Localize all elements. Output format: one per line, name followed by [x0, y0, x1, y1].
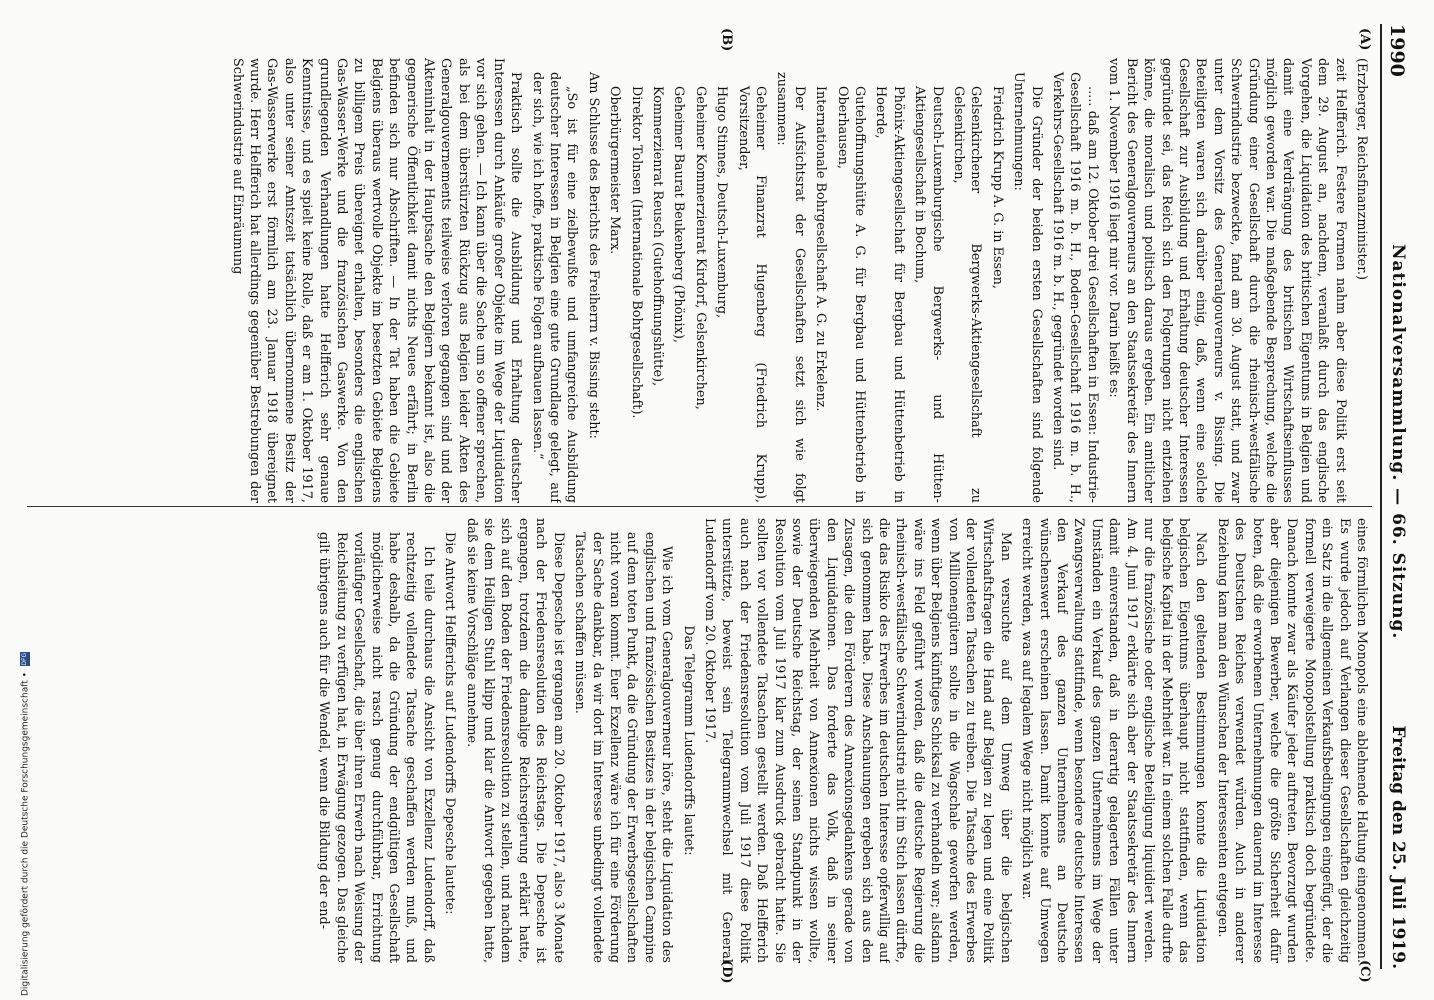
session-date: Freitag den 25. Juli 1919. [1388, 725, 1408, 969]
list-item: Geheimer Finanzrat Hugenberg (Friedrich Krupp), Vorsitzender, [735, 86, 768, 503]
list-item: Geheimer Baurat Beukenberg (Phönix), [671, 86, 687, 343]
paragraph: Diese Depesche ist ergangen am 20. Oktober 1917, also 3 Monate nach der Friedensresolution des Reichstags. Die Depesche ist ergangen, trotzdem die damalige Reichsregierung erklärt hatte, sich auf den Boden der Friedensresolution zu stellen, und nachdem sie dem Heiligen Stuhl klipp und klar die Antwort gegeben hatte, daß sie keine Vorschläge annehme. [463, 518, 566, 963]
page-number: 1990 [1386, 24, 1408, 77]
right-column [40, 518, 1370, 963]
list-item: Oberbürgermeister Marx. [607, 86, 623, 255]
list-item: Direktor Tolnsen (Internationale Bohrgesellschaft). [628, 86, 644, 419]
list-item: Gelsenkirchener Bergwerks-Aktiengesellschaft zu Gelsenkirchen, [951, 86, 984, 503]
paragraph: Man versuchte auf dem Umweg über die belgischen Wirtschaftsfragen die Hand auf Belgien zu legen und eine Politik der vollendeten Tatsachen zu treiben. Die Tatsache des Erwerbes von Millionengütern sollte in die Wagschale geworfen werden, wenn über Belgiens künftiges Schicksal zu verhandeln war; alsdann wäre ins Feld geführt worden, daß die deutsche Regierung die rheinisch-westfälische Schwerindustrie nicht im Stich lassen dürfte, die das Risiko des Erwerbes im deutschen Interesse opferwillig auf sich genommen habe. Diese Anschauungen ergeben sich aus den Zusagen, die den Förderern des Annexionsgedankens gerade von den Liquidationen. Das forderte das Volk, daß in seiner überwiegenden Mehrheit von Annexionen nichts wissen wollte, sowie der Deutsche Reichstag, der seinen Standpunkt in der Resolution vom Juli 1917 klar zum Ausdruck gebracht hatte. Sie sollten vor vollendete Tatsachen gestellt werden. Daß Helfferich auch nach der Friedensresolution vom Juli 1917 diese Politik unterstützte, beweist sein Telegrammwechsel mit General Ludendorff vom 20. Oktober 1917. [701, 518, 1013, 963]
paragraph: Nach den geltenden Bestimmungen konnte die Liquidation belgischen Eigentums überhaupt nicht stattfinden, wenn das belgische Kapital in der Mehrheit war. In einem solchen Falle durfte nur die französische oder englische Beteiligung liquidiert werden. Am 4. Juni 1917 erklärte sich aber der Staatssekretär des Innern damit einverstanden, daß in derartig gelagerten Fällen unter Umständen ein Verkauf des ganzen Unternehmens im Wege der Zwangsverwaltung stattfinde, wenn besondere deutsche Interessen den Verkauf des ganzen Unternehmens an Deutsche wünschenswert erscheinen lassen. Damit konnte auf Umwegen erreicht werden, was auf legalem Wege nicht möglich war. [1019, 518, 1209, 963]
list-item: Gutehoffnungshütte A. G. für Bergbau und Hüttenbetrieb in Oberhausen, [834, 86, 868, 503]
paragraph: Das Telegramm Ludendorffs lautet: [680, 625, 696, 856]
list-item: Hugo Stinnes, Deutsch-Luxemburg, [714, 86, 730, 319]
list-item: Deutsch-Luxemburgische Bergwerks- und Hütten-Aktiengesellschaft in Bochum, [912, 86, 945, 503]
dfg-logo: DFG [21, 652, 28, 666]
margin-marker-c: (C) [1357, 960, 1372, 983]
margin-marker-b: (B) [719, 28, 734, 52]
speaker-note: (Erzberger, Reichsfinanzminister.) [1354, 58, 1369, 280]
credit-text: Digitalisierung gefördert durch die Deutsche Forschungsgemeinschaft • [20, 672, 31, 996]
digitization-credit [20, 0, 31, 996]
margin-marker-d: (D) [719, 960, 734, 984]
column-divider [27, 506, 1372, 507]
quote-paragraph: Wie ich vom Generalgouverneur höre, steht die Liquidation des englischen und französischen Besitzes in der belgischen Campine auf dem toten Punkt, da die Gründung der Erwerbsgesellschaften nicht voran kommt. Euer Exzellenz wäre ich für eine Förderung der Sache dankbar, da wir dort im Interesse unbedingt vollendete Tatsachen schaffen müssen. [572, 532, 675, 963]
paragraph: eines förmlichen Monopols eine ablehnende Haltung eingenommen. Es wurde jedoch auf Verlangen dieser Gesellschaften gleichzeitig ein Satz in die allgemeinen Verkaufsbedingungen eingefügt, der die formell verweigerte Monopolstellung praktisch doch begründete. Danach konnte zwar als Käufer jeder auftreten. Bevorzugt wurden aber diejenigen Bewerber, welche die größte Sicherheit dafür boten, daß die erworbenen Unternehmungen dauernd im Interesse des Deutschen Reiches verwendet würden. Auch in anderer Beziehung kam man den Wünschen der Interessenten entgegen. [1214, 518, 1369, 963]
quote-paragraph: Ich teile durchaus die Ansicht von Exzellenz Ludendorff, daß rechtzeitig vollendete Tatsache geschaffen werden muß, und habe deshalb, da die Gründung der endgültigen Gesellschaft möglicherweise nicht rasch genug durchführbar, Errichtung vorläufiger Gesellschaft, die über ihren Erwerb nach Weisung der Reichsleitung zu verfügen hat, in Erwägung gezogen. Das gleiche gilt übrigens auch für die Wendel, wenn die Bildung der end- [316, 532, 436, 963]
paragraph: Am Schlusse des Berichts des Freiherrn v. Bissing steht: [585, 72, 601, 439]
page-header [1380, 24, 1412, 969]
quote-paragraph: Die Gründer der beiden ersten Gesellschaften sind folgende Unternehmungen: [1011, 72, 1044, 503]
list-item: Kommerzienrat Reusch (Gutehoffnungshütte), [649, 86, 665, 387]
list-item: Geheimer Kommerzienrat Kirdorf, Gelsenkirchen, [692, 86, 708, 410]
list-item: Friedrich Krupp A. G. in Essen, [989, 86, 1005, 289]
left-column [40, 58, 1370, 503]
quote-paragraph: „So ist für eine zielbewußte und umfangreiche Ausbildung deutscher Interessen in Belgien eine gute Grundlage gelegt, auf der sich, wie ich hoffe, praktische Folgen aufbauen lassen.“ [529, 72, 580, 503]
quote-paragraph: Der Aufsichtsrat der Gesellschaften setzt sich wie folgt zusammen: [774, 72, 807, 503]
page-title: Nationalversammlung. — 66. Sitzung. [1388, 244, 1408, 640]
list-item: Phönix-Aktiengesellschaft für Bergbau und Hüttenbetrieb in Hoerde, [873, 86, 906, 503]
margin-marker-a: (A) [1357, 28, 1372, 51]
quote-paragraph: ..... daß am 12. Oktober drei Gesellschaften in Essen: Industrie-Gesellschaft 1916 m. b. H., Boden-Gesellschaft 1916 m. b. H., Verkehrs-Gesellschaft 1916 m. b. H., gegründet worden sind. [1050, 72, 1100, 503]
paragraph: Praktisch sollte die Ausbildung und Erhaltung deutscher Interessen durch Ankäufe großer Objekte im Wege der Liquidation vor sich gehen. — Ich kann über die Sache um so offener sprechen, als bei dem überstürzten Rückzug aus Belgien leider Akten des Generalgouvernements teilweise verloren gegangen sind und der Akteninhalt in der Hauptsache den Belgiern bekannt ist, also die gegnerische Öffentlichkeit damit nichts Neues erfährt; in Berlin befinden sich nur Abschriften. — In der Tat haben die Gebiete Belgiens überaus wertvolle Objekte im besetzten Gebiete Belgiens zu billigem Preis übereignet erhalten, besonders die englischen Gas-Wasser-Werke und die französischen Gaswerke. Von den grundlegenden Verhandlungen hatte Helfferich sehr genaue Kenntnisse, und es spielt keine Rolle, daß er am 1. Oktober 1917, also unter seiner Amtszeit tatsächlich übernommene Besitz der Gas-Wasserwerke erst förmlich am 23. Januar 1918 übereignet wurde. Herr Helfferich hat allerdings gegenüber Bestrebungen der Schwerindustrie auf Einräumung [229, 58, 524, 503]
paragraph: Die Antwort Helfferichs auf Ludendorffs Depesche lautete: [442, 532, 458, 915]
list-item: Internationale Bohrgesellschaft A. G. zu Erkelenz. [813, 86, 829, 412]
paragraph: zeit Helfferich. Festere Formen nahm aber diese Politik erst seit dem 29. August an, nachdem, veranlaßt durch das englische Vorgehen, die Liquidation des britischen Eigentums in Belgien und damit eine Verdrängung des britischen Wirtschaftseinflusses möglich geworden war. Die maßgebende Besprechung, welche die Gründung einer Gesellschaft durch die rheinisch-westfälische Schwerindustrie bezweckte, fand am 30. August statt, und zwar unter dem Vorsitz des Generalgouverneurs v. Bissing. Die Beteiligten waren sich darüber einig, daß, wenn eine solche Gesellschaft zur Ausbildung und Erhaltung deutscher Interessen gegründet sei, das Reich sich den Folgerungen nicht entziehen könne, die moralisch und politisch daraus ergeben. Ein amtlicher Bericht des Generalgouverneurs an den Staatssekretär des Innern vom 1. November 1916 liegt mir vor. Darin heißt es: [1106, 58, 1348, 503]
